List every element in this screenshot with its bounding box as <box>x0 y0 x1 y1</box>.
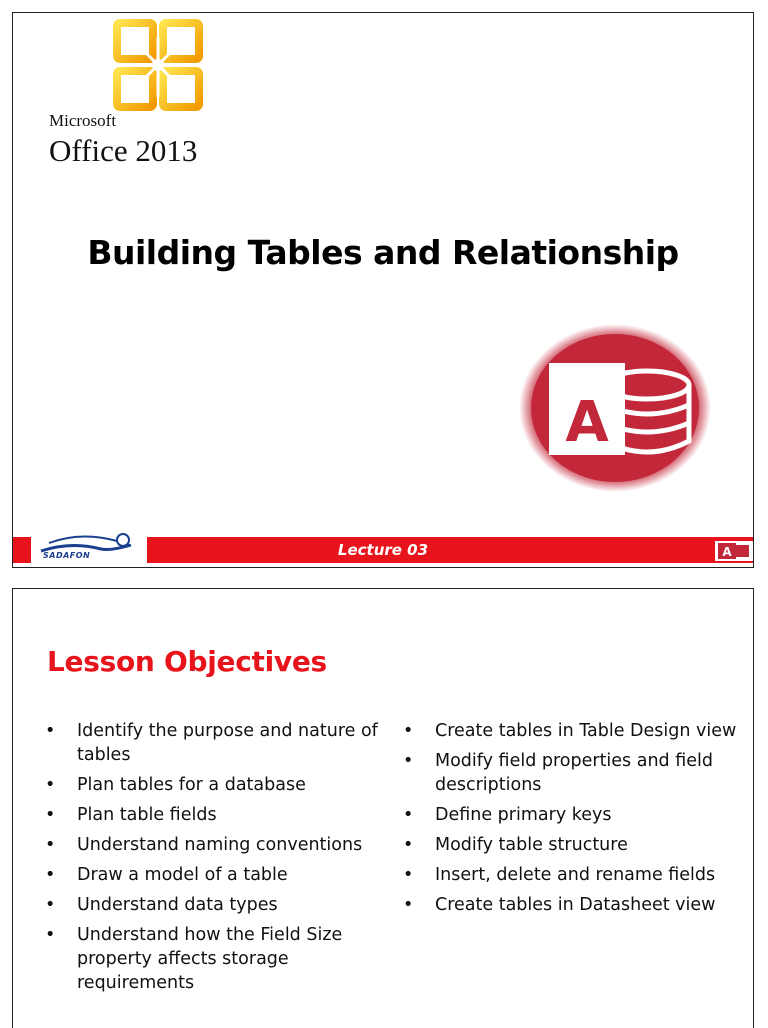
list-item: • Identify the purpose and nature of tables <box>45 721 378 765</box>
bullet-icon: • <box>403 865 414 885</box>
list-item: • Create tables in Table Design view <box>403 721 737 741</box>
bullet-icon: • <box>45 721 56 741</box>
list-item: • Plan table fields <box>45 805 217 825</box>
access-small-icon <box>715 541 753 566</box>
list-item: • Understand how the Field Size property affects storage requirements <box>45 925 343 993</box>
bullet-icon: • <box>45 925 56 945</box>
microsoft-wordmark: Microsoft <box>49 111 117 130</box>
list-item: • Understand data types <box>45 895 278 915</box>
bullet-icon: • <box>403 835 414 855</box>
objectives-title: Lesson Objectives <box>47 645 327 678</box>
objectives-left-list <box>45 719 390 1001</box>
objectives-slide <box>12 588 754 1028</box>
list-item: • Define primary keys <box>403 805 612 825</box>
list-item: • Insert, delete and rename fields <box>403 865 716 885</box>
list-item: • Understand naming conventions <box>45 835 363 855</box>
office-emblem-icon <box>113 19 203 114</box>
bullet-icon: • <box>45 805 56 825</box>
bullet-icon: • <box>403 721 414 741</box>
office-wordmark: Office 2013 <box>49 133 198 168</box>
svg-text:A: A <box>722 545 732 559</box>
bullet-icon: • <box>45 835 56 855</box>
objectives-right-list <box>403 719 751 923</box>
access-logo-icon <box>515 323 715 498</box>
lecture-label: Lecture 03 <box>337 541 429 559</box>
list-item: • Modify table structure <box>403 835 628 855</box>
bullet-icon: • <box>45 895 56 915</box>
bullet-icon: • <box>45 865 56 885</box>
bullet-icon: • <box>45 775 56 795</box>
bullet-icon: • <box>403 751 414 771</box>
list-item: • Create tables in Datasheet view <box>403 895 716 915</box>
office-2013-logo <box>43 19 213 179</box>
list-item: • Plan tables for a database <box>45 775 306 795</box>
title-slide <box>12 12 754 568</box>
bullet-icon: • <box>403 895 414 915</box>
svg-text:A: A <box>565 390 609 455</box>
sadafon-wordmark: SADAFON <box>43 551 91 560</box>
list-item: • Modify field properties and field descriptions <box>403 751 713 795</box>
slide-title: Building Tables and Relationship <box>87 233 679 272</box>
list-item: • Draw a model of a table <box>45 865 288 885</box>
bullet-icon: • <box>403 805 414 825</box>
